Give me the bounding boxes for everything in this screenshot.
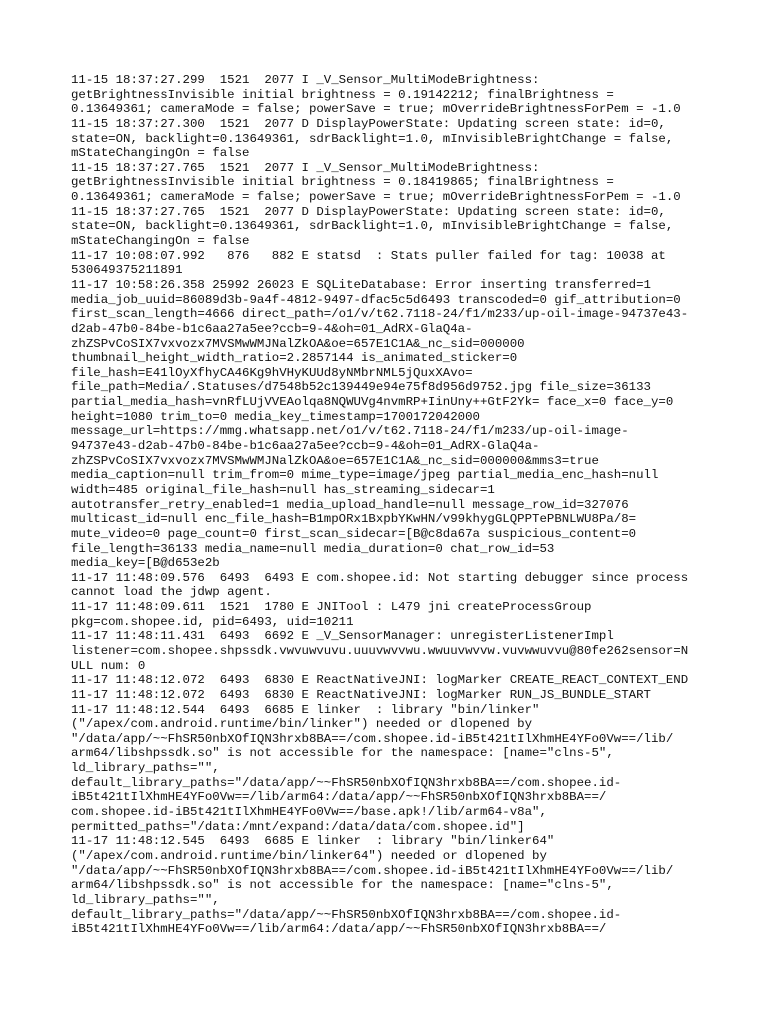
log-line: message_url=https://mmg.whatsapp.net/o1/v/t62.7118-24/f1/m233/up-oil-image-	[71, 424, 629, 439]
log-line: arm64/libshpssdk.so" is not accessible for the namespace: [name="clns-5",	[71, 878, 614, 893]
log-line: state=ON, backlight=0.13649361, sdrBacklight=1.0, mInvisibleBrightChange = false,	[71, 219, 674, 234]
log-line: media_key=[B@d653e2b	[71, 556, 220, 571]
log-line: 11-17 10:58:26.358 25992 26023 E SQLiteDatabase: Error inserting transferred=1	[71, 277, 651, 292]
log-line: default_library_paths="/data/app/~~FhSR50nbXOfIQN3hrxb8BA==/com.shopee.id-	[71, 907, 622, 922]
log-line: com.shopee.id-iB5t421tIlXhmHE4YFo0Vw==/base.apk!/lib/arm64-v8a",	[71, 805, 547, 820]
log-line: getBrightnessInvisible initial brightness = 0.18419865; finalBrightness =	[71, 175, 614, 190]
log-line: autotransfer_retry_enabled=1 media_upload_handle=null message_row_id=327076	[71, 497, 629, 512]
log-line: 0.13649361; cameraMode = false; powerSave = true; mOverrideBrightnessForPem = -1.0	[71, 102, 681, 117]
log-line: getBrightnessInvisible initial brightness = 0.19142212; finalBrightness =	[71, 87, 614, 102]
log-line: 530649375211891	[71, 263, 183, 278]
log-line: mStateChangingOn = false	[71, 234, 250, 249]
log-line: mute_video=0 page_count=0 first_scan_sidecar=[B@c8da67a suspicious_content=0	[71, 526, 637, 541]
log-line: 11-17 11:48:09.576 6493 6493 E com.shopee.id: Not starting debugger since process	[71, 570, 689, 585]
log-line: file_length=36133 media_name=null media_duration=0 chat_row_id=53	[71, 541, 555, 556]
log-line: 11-15 18:37:27.300 1521 2077 D DisplayPowerState: Updating screen state: id=0,	[71, 116, 666, 131]
log-document	[71, 73, 711, 951]
log-line: partial_media_hash=vnRfLUjVVEAolqa8NQWUVg4nvmRP+IinUny++GtF2Yk= face_x=0 face_y=0	[71, 395, 674, 410]
log-line: cannot load the jdwp agent.	[71, 585, 272, 600]
log-line: media_caption=null trim_from=0 mime_type=image/jpeg partial_media_enc_hash=null	[71, 468, 659, 483]
log-line: height=1080 trim_to=0 media_key_timestamp=1700172042000	[71, 409, 480, 424]
log-line: iB5t421tIlXhmHE4YFo0Vw==/lib/arm64:/data/app/~~FhSR50nbXOfIQN3hrxb8BA==/	[71, 922, 607, 937]
log-line: arm64/libshpssdk.so" is not accessible for the namespace: [name="clns-5",	[71, 746, 614, 761]
log-line: 11-17 11:48:12.544 6493 6685 E linker : library "bin/linker"	[71, 702, 540, 717]
log-line: 11-17 11:48:11.431 6493 6692 E _V_SensorManager: unregisterListenerImpl	[71, 629, 614, 644]
log-line: 94737e43-d2ab-47b0-84be-b1c6aa27a5ee?ccb=9-4&oh=01_AdRX-GlaQ4a-	[71, 439, 540, 454]
log-line: 11-17 10:08:07.992 876 882 E statsd : Stats puller failed for tag: 10038 at	[71, 248, 666, 263]
log-line: file_hash=E41lOyXfhyCA46Kg9hVHyKUUd8yNMbrNML5jQuxXAvo=	[71, 365, 473, 380]
log-line: "/data/app/~~FhSR50nbXOfIQN3hrxb8BA==/com.shopee.id-iB5t421tIlXhmHE4YFo0Vw==/lib/	[71, 863, 674, 878]
log-line: 11-15 18:37:27.299 1521 2077 I _V_Sensor_MultiModeBrightness:	[71, 73, 540, 87]
log-line: zhZSPvCoSIX7vxvozx7MVSMwWMJNalZkOA&oe=657E1C1A&_nc_sid=000000	[71, 336, 525, 351]
log-line: zhZSPvCoSIX7vxvozx7MVSMwWMJNalZkOA&oe=657E1C1A&_nc_sid=000000&mms3=true	[71, 453, 599, 468]
log-line: 11-15 18:37:27.765 1521 2077 D DisplayPowerState: Updating screen state: id=0,	[71, 204, 666, 219]
log-line: 0.13649361; cameraMode = false; powerSave = true; mOverrideBrightnessForPem = -1.0	[71, 190, 681, 205]
log-line: first_scan_length=4666 direct_path=/o1/v/t62.7118-24/f1/m233/up-oil-image-94737e43-	[71, 307, 689, 322]
log-line: "/data/app/~~FhSR50nbXOfIQN3hrxb8BA==/com.shopee.id-iB5t421tIlXhmHE4YFo0Vw==/lib/	[71, 731, 674, 746]
log-line: ("/apex/com.android.runtime/bin/linker") needed or dlopened by	[71, 717, 533, 732]
log-line: ULL num: 0	[71, 658, 146, 673]
log-line: multicast_id=null enc_file_hash=B1mpORx1BxpbYKwHN/v99khygGLQPPTePBNLWU8Pa/8=	[71, 512, 637, 527]
log-line: 11-15 18:37:27.765 1521 2077 I _V_Sensor_MultiModeBrightness:	[71, 160, 540, 175]
log-line: thumbnail_height_width_ratio=2.2857144 is_animated_sticker=0	[71, 351, 518, 366]
log-line: state=ON, backlight=0.13649361, sdrBacklight=1.0, mInvisibleBrightChange = false,	[71, 131, 674, 146]
log-line	[71, 937, 711, 952]
log-line: file_path=Media/.Statuses/d7548b52c139449e94e75f8d956d9752.jpg file_size=36133	[71, 380, 651, 395]
log-line: 11-17 11:48:12.072 6493 6830 E ReactNativeJNI: logMarker CREATE_REACT_CONTEXT_END	[71, 673, 689, 688]
log-line: permitted_paths="/data:/mnt/expand:/data/data/com.shopee.id"]	[71, 819, 525, 834]
log-line: 11-17 11:48:12.072 6493 6830 E ReactNativeJNI: logMarker RUN_JS_BUNDLE_START	[71, 687, 651, 702]
log-line: ld_library_paths="",	[71, 761, 220, 776]
log-line: iB5t421tIlXhmHE4YFo0Vw==/lib/arm64:/data/app/~~FhSR50nbXOfIQN3hrxb8BA==/	[71, 790, 607, 805]
log-line: listener=com.shopee.shpssdk.vwvuwvuvu.uuuvwvvwu.wwuuvwvvw.vuvwwuvvu@80fe262sensor=N	[71, 643, 689, 658]
log-line: 11-17 11:48:12.545 6493 6685 E linker : library "bin/linker64"	[71, 834, 555, 849]
log-line: 11-17 11:48:09.611 1521 1780 E JNITool : L479 jni createProcessGroup	[71, 600, 592, 615]
log-line: pkg=com.shopee.id, pid=6493, uid=10211	[71, 614, 354, 629]
log-line: mStateChangingOn = false	[71, 146, 250, 161]
log-line: ("/apex/com.android.runtime/bin/linker64") needed or dlopened by	[71, 848, 547, 863]
log-line: ld_library_paths="",	[71, 892, 220, 907]
log-line: d2ab-47b0-84be-b1c6aa27a5ee?ccb=9-4&oh=01_AdRX-GlaQ4a-	[71, 321, 473, 336]
log-line: width=485 original_file_hash=null has_streaming_sidecar=1	[71, 482, 495, 497]
log-line: media_job_uuid=86089d3b-9a4f-4812-9497-dfac5c5d6493 transcoded=0 gif_attribution=0	[71, 292, 681, 307]
log-line: default_library_paths="/data/app/~~FhSR50nbXOfIQN3hrxb8BA==/com.shopee.id-	[71, 775, 622, 790]
